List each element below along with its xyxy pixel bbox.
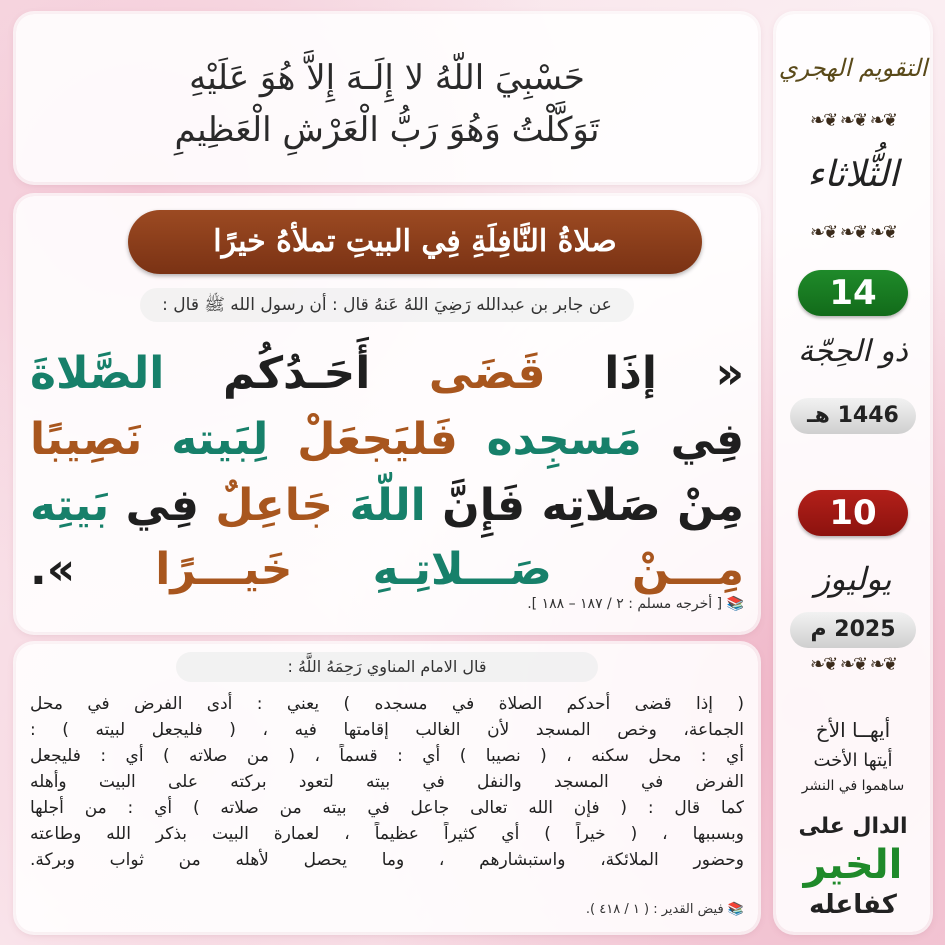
hadith-word: نَصِيبًا [30, 414, 143, 465]
commentary-line: وحضور الملائكة، واستبشارهم ، وما يحصل لأهله من ثواب وبركة. [30, 850, 744, 870]
hijri-year: 1446 هـ [790, 398, 916, 434]
hadith-word: ».‏ [30, 544, 76, 595]
commentary-line: كما قال : ( فإن الله تعالى جاعل في بيته من صلاته ) أي : من أجلها [30, 798, 744, 818]
commentary-line: أي : محل سكنه ، ( نصيبا ) أي : قسماً ، ( من صلاته ) أي : فليجعل [30, 746, 744, 766]
gregorian-day-badge: 10 [798, 490, 908, 536]
hadith-word: خَيـــرًا [155, 544, 293, 595]
hadith-word: إذَا [604, 348, 657, 399]
hadith-word: فِي [125, 480, 199, 531]
commentary-source-text: فيض القدير : ( ١ / ٤١٨ ). [585, 902, 724, 917]
hadith-line-4 [30, 542, 744, 598]
commentary-source [586, 902, 744, 917]
hadith-narrator: عن جابر بن عبدالله رَضِيَ اللهُ عَنهُ قال : أن رسول الله ﷺ قال : [140, 288, 634, 322]
hadith-word: مَسجِده [486, 414, 642, 465]
hadith-word: بَيتِه [30, 480, 110, 531]
commentary-line: وبسببها ، ( خيراً ) أي كثيراً عظيماً ، لعمارة البيت بذكر الله وطاعته [30, 824, 744, 844]
hadith-word: جَاعِلٌ [215, 480, 333, 531]
ornament-icon: ❦❧ ❦❧ ❦❧ [810, 654, 896, 675]
share-text-6: كفاعله [809, 890, 897, 920]
hadith-word: مِـــنْ [632, 544, 744, 595]
hadith-word: فِي [670, 414, 744, 465]
share-text-5: الخير [803, 842, 903, 888]
share-text-4: الدال على [798, 814, 908, 839]
commentary-heading: قال الامام المناوي رَحِمَهُ اللَّهُ : [176, 652, 598, 682]
hadith-word: قَضَى [428, 348, 546, 399]
gregorian-year: 2025 م [790, 612, 916, 648]
hadith-word: صَـــلاتِـهِ [372, 544, 552, 595]
hadith-word: مِنْ [677, 480, 744, 531]
verse-line-2: تَوَكَّلْتُ وَهُوَ رَبُّ الْعَرْشِ الْعَظِيمِ [174, 110, 600, 150]
book-icon: 📚 [726, 596, 744, 612]
hadith-source-text: [ أخرجه مسلم : ٢ / ١٨٧ – ١٨٨ ]. [527, 596, 723, 612]
gregorian-month: يوليوز [814, 560, 892, 598]
hadith-word: صَلاتِه [541, 480, 661, 531]
verse-card [16, 14, 758, 182]
ornament-icon: ❦❧ ❦❧ ❦❧ [810, 110, 896, 131]
hadith-card [16, 196, 758, 632]
hadith-source [527, 596, 744, 612]
hadith-line-3 [30, 478, 744, 534]
share-text-2: أيتها الأخت [813, 750, 893, 771]
book-icon: 📚 [727, 902, 744, 917]
ornament-icon: ❦❧ ❦❧ ❦❧ [810, 222, 896, 243]
commentary-line: الجماعة، وخص المسجد لأن الغالب إقامتها فيه ، ( فليجعل لبيته ) : [30, 720, 744, 740]
hadith-line-2 [30, 412, 744, 468]
hadith-word: أَحَـدُكُم [222, 348, 371, 399]
hijri-day-badge: 14 [798, 270, 908, 316]
calendar-column [776, 14, 930, 932]
verse-line-1: حَسْبِيَ اللّهُ لا إِلَـهَ إِلاَّ هُوَ عَلَيْهِ [189, 58, 585, 98]
hadith-word: لِبَيته [171, 414, 269, 465]
hadith-word: اللّهَ [349, 480, 426, 531]
hadith-word: « [715, 348, 744, 399]
share-text-3: ساهموا في النشر [801, 778, 905, 794]
commentary-card [16, 644, 758, 932]
hijri-month: ذو الحِجّة [798, 334, 908, 369]
calendar-title: التقويم الهجري [778, 54, 928, 82]
day-name: الثُّلاثاء [807, 154, 899, 195]
commentary-line: ( إذا قضى أحدكم الصلاة في مسجده ) يعني : أدى الفرض في محل [30, 694, 744, 714]
hadith-word: فَإِنَّ [442, 480, 526, 531]
hadith-title: صلاةُ النَّافِلَةِ فِي البيتِ تملأهُ خيرًا [128, 210, 702, 274]
commentary-line: الفرض في المسجد والنفل في بيته لتعود بركته على البيت وأهله [30, 772, 744, 792]
hadith-word: فَليَجعَلْ [297, 414, 458, 465]
hadith-line-1 [30, 346, 744, 402]
hadith-word: الصَّلاةَ [30, 348, 165, 399]
share-text-1: أيهــا الأخ [815, 718, 891, 742]
